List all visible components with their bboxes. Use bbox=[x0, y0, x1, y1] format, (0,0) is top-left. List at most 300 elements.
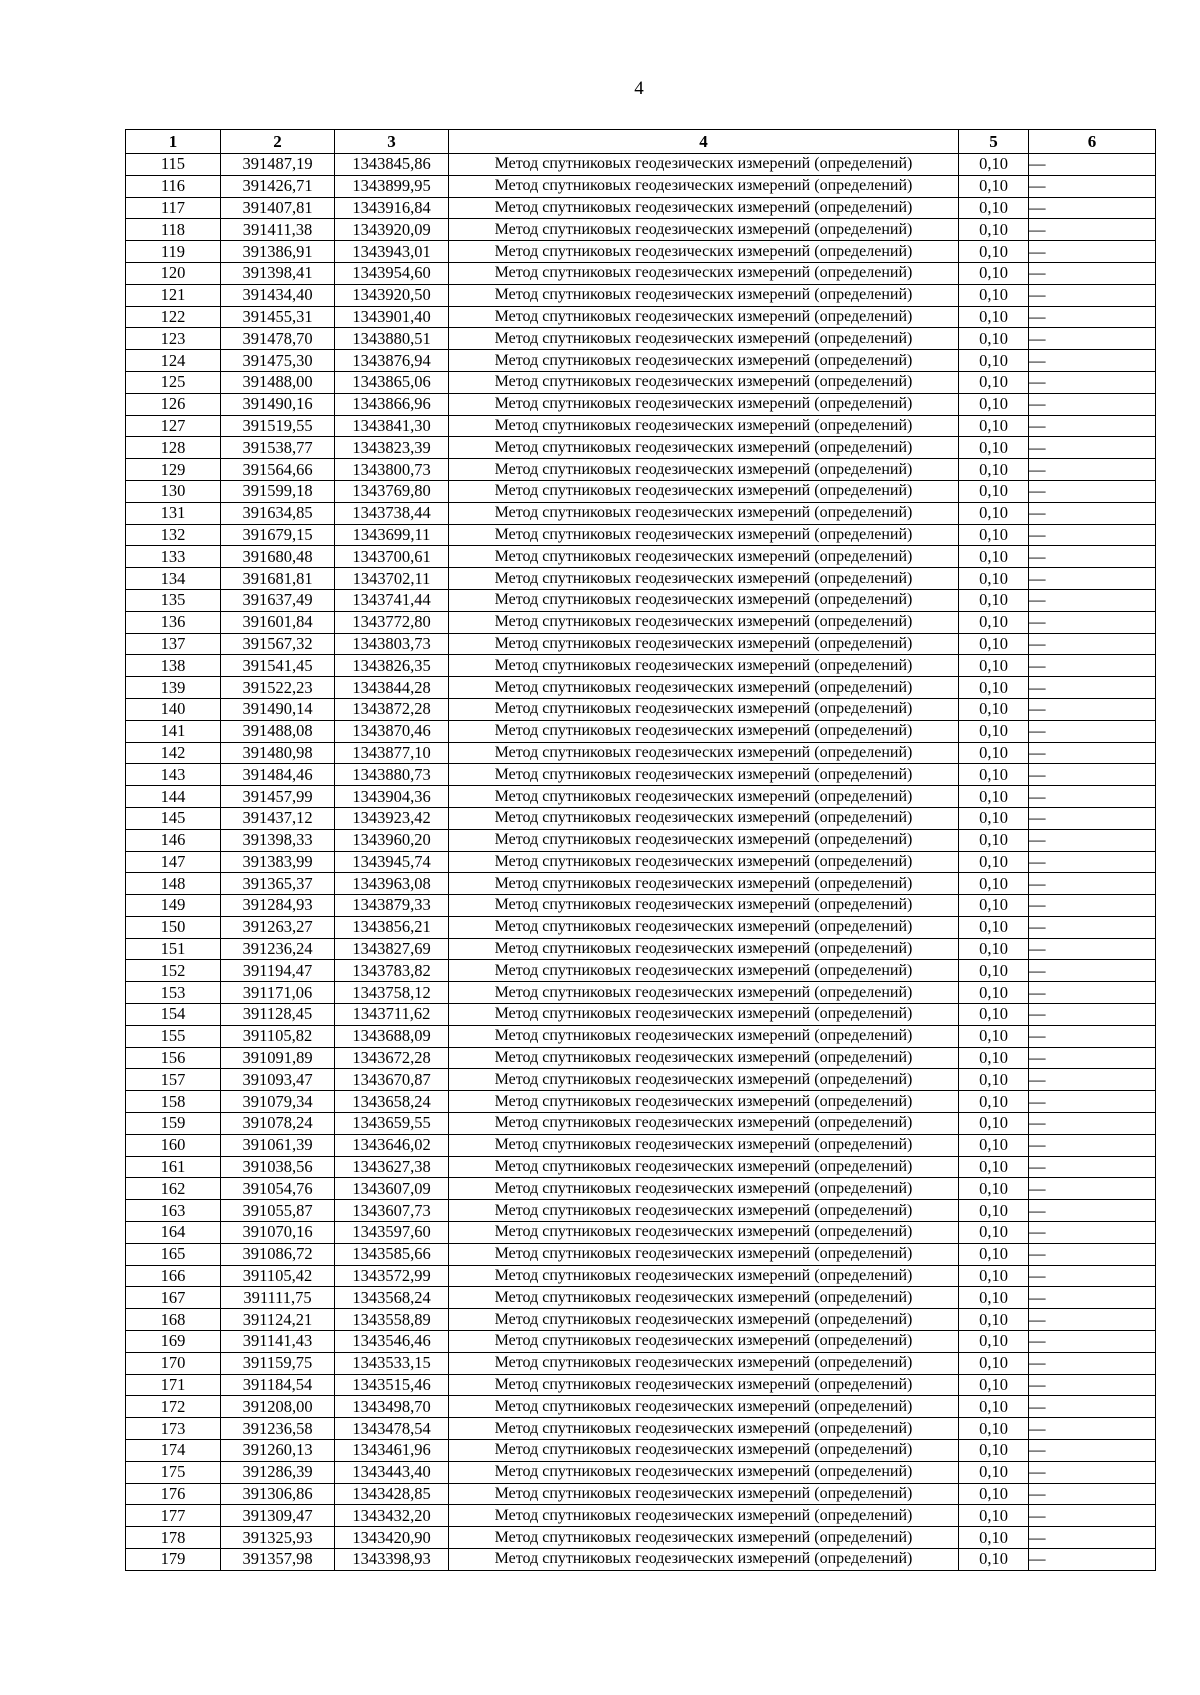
x-coordinate-cell: 391487,19 bbox=[221, 154, 335, 176]
x-coordinate-cell: 391519,55 bbox=[221, 415, 335, 437]
method-cell: Метод спутниковых геодезических измерений (определений) bbox=[449, 480, 959, 502]
x-coordinate-cell: 391306,86 bbox=[221, 1483, 335, 1505]
y-coordinate-cell: 1343738,44 bbox=[335, 502, 449, 524]
table-row bbox=[126, 589, 1156, 611]
table-row bbox=[126, 1505, 1156, 1527]
x-coordinate-cell: 391434,40 bbox=[221, 284, 335, 306]
table-row bbox=[126, 241, 1156, 263]
method-cell: Метод спутниковых геодезических измерений (определений) bbox=[449, 895, 959, 917]
method-cell: Метод спутниковых геодезических измерений (определений) bbox=[449, 1113, 959, 1135]
table-row bbox=[126, 1396, 1156, 1418]
y-coordinate-cell: 1343597,60 bbox=[335, 1222, 449, 1244]
point-number-cell: 170 bbox=[126, 1352, 221, 1374]
method-cell: Метод спутниковых геодезических измерений (определений) bbox=[449, 829, 959, 851]
accuracy-cell: 0,10 bbox=[959, 1309, 1029, 1331]
description-cell: — bbox=[1029, 371, 1156, 393]
y-coordinate-cell: 1343699,11 bbox=[335, 524, 449, 546]
header-col-4: 4 bbox=[449, 130, 959, 154]
table-row bbox=[126, 807, 1156, 829]
accuracy-cell: 0,10 bbox=[959, 1178, 1029, 1200]
accuracy-cell: 0,10 bbox=[959, 851, 1029, 873]
x-coordinate-cell: 391078,24 bbox=[221, 1113, 335, 1135]
method-cell: Метод спутниковых геодезических измерений (определений) bbox=[449, 807, 959, 829]
y-coordinate-cell: 1343432,20 bbox=[335, 1505, 449, 1527]
y-coordinate-cell: 1343901,40 bbox=[335, 306, 449, 328]
y-coordinate-cell: 1343758,12 bbox=[335, 982, 449, 1004]
accuracy-cell: 0,10 bbox=[959, 568, 1029, 590]
accuracy-cell: 0,10 bbox=[959, 480, 1029, 502]
x-coordinate-cell: 391159,75 bbox=[221, 1352, 335, 1374]
y-coordinate-cell: 1343461,96 bbox=[335, 1440, 449, 1462]
description-cell: — bbox=[1029, 764, 1156, 786]
point-number-cell: 138 bbox=[126, 655, 221, 677]
y-coordinate-cell: 1343899,95 bbox=[335, 175, 449, 197]
method-cell: Метод спутниковых геодезических измерений (определений) bbox=[449, 1200, 959, 1222]
description-cell: — bbox=[1029, 1483, 1156, 1505]
table-row bbox=[126, 1483, 1156, 1505]
table-row bbox=[126, 611, 1156, 633]
point-number-cell: 165 bbox=[126, 1243, 221, 1265]
point-number-cell: 163 bbox=[126, 1200, 221, 1222]
table-row bbox=[126, 1047, 1156, 1069]
accuracy-cell: 0,10 bbox=[959, 175, 1029, 197]
point-number-cell: 131 bbox=[126, 502, 221, 524]
point-number-cell: 146 bbox=[126, 829, 221, 851]
table-row bbox=[126, 1287, 1156, 1309]
table-row bbox=[126, 655, 1156, 677]
method-cell: Метод спутниковых геодезических измерений (определений) bbox=[449, 1440, 959, 1462]
y-coordinate-cell: 1343702,11 bbox=[335, 568, 449, 590]
x-coordinate-cell: 391488,08 bbox=[221, 720, 335, 742]
point-number-cell: 150 bbox=[126, 916, 221, 938]
description-cell: — bbox=[1029, 633, 1156, 655]
y-coordinate-cell: 1343646,02 bbox=[335, 1134, 449, 1156]
x-coordinate-cell: 391055,87 bbox=[221, 1200, 335, 1222]
description-cell: — bbox=[1029, 1156, 1156, 1178]
description-cell: — bbox=[1029, 1222, 1156, 1244]
point-number-cell: 145 bbox=[126, 807, 221, 829]
y-coordinate-cell: 1343865,06 bbox=[335, 371, 449, 393]
y-coordinate-cell: 1343800,73 bbox=[335, 459, 449, 481]
table-row bbox=[126, 197, 1156, 219]
table-row bbox=[126, 633, 1156, 655]
table-row bbox=[126, 568, 1156, 590]
point-number-cell: 117 bbox=[126, 197, 221, 219]
method-cell: Метод спутниковых геодезических измерений (определений) bbox=[449, 1527, 959, 1549]
y-coordinate-cell: 1343920,50 bbox=[335, 284, 449, 306]
x-coordinate-cell: 391105,82 bbox=[221, 1025, 335, 1047]
y-coordinate-cell: 1343398,93 bbox=[335, 1549, 449, 1571]
y-coordinate-cell: 1343420,90 bbox=[335, 1527, 449, 1549]
y-coordinate-cell: 1343823,39 bbox=[335, 437, 449, 459]
point-number-cell: 147 bbox=[126, 851, 221, 873]
y-coordinate-cell: 1343877,10 bbox=[335, 742, 449, 764]
y-coordinate-cell: 1343841,30 bbox=[335, 415, 449, 437]
point-number-cell: 136 bbox=[126, 611, 221, 633]
accuracy-cell: 0,10 bbox=[959, 873, 1029, 895]
table-row bbox=[126, 459, 1156, 481]
point-number-cell: 175 bbox=[126, 1461, 221, 1483]
x-coordinate-cell: 391484,46 bbox=[221, 764, 335, 786]
method-cell: Метод спутниковых геодезических измерений (определений) bbox=[449, 175, 959, 197]
description-cell: — bbox=[1029, 677, 1156, 699]
point-number-cell: 179 bbox=[126, 1549, 221, 1571]
table-row bbox=[126, 1243, 1156, 1265]
method-cell: Метод спутниковых геодезических измерений (определений) bbox=[449, 284, 959, 306]
x-coordinate-cell: 391522,23 bbox=[221, 677, 335, 699]
y-coordinate-cell: 1343826,35 bbox=[335, 655, 449, 677]
accuracy-cell: 0,10 bbox=[959, 502, 1029, 524]
point-number-cell: 129 bbox=[126, 459, 221, 481]
y-coordinate-cell: 1343963,08 bbox=[335, 873, 449, 895]
table-row bbox=[126, 306, 1156, 328]
method-cell: Метод спутниковых геодезических измерений (определений) bbox=[449, 1091, 959, 1113]
method-cell: Метод спутниковых геодезических измерений (определений) bbox=[449, 1352, 959, 1374]
y-coordinate-cell: 1343916,84 bbox=[335, 197, 449, 219]
x-coordinate-cell: 391357,98 bbox=[221, 1549, 335, 1571]
method-cell: Метод спутниковых геодезических измерений (определений) bbox=[449, 524, 959, 546]
y-coordinate-cell: 1343700,61 bbox=[335, 546, 449, 568]
y-coordinate-cell: 1343627,38 bbox=[335, 1156, 449, 1178]
table-row bbox=[126, 1440, 1156, 1462]
description-cell: — bbox=[1029, 568, 1156, 590]
point-number-cell: 158 bbox=[126, 1091, 221, 1113]
accuracy-cell: 0,10 bbox=[959, 1374, 1029, 1396]
y-coordinate-cell: 1343478,54 bbox=[335, 1418, 449, 1440]
method-cell: Метод спутниковых геодезических измерений (определений) bbox=[449, 1004, 959, 1026]
accuracy-cell: 0,10 bbox=[959, 371, 1029, 393]
y-coordinate-cell: 1343607,73 bbox=[335, 1200, 449, 1222]
accuracy-cell: 0,10 bbox=[959, 589, 1029, 611]
method-cell: Метод спутниковых геодезических измерений (определений) bbox=[449, 1505, 959, 1527]
method-cell: Метод спутниковых геодезических измерений (определений) bbox=[449, 1069, 959, 1091]
description-cell: — bbox=[1029, 786, 1156, 808]
x-coordinate-cell: 391141,43 bbox=[221, 1331, 335, 1353]
x-coordinate-cell: 391538,77 bbox=[221, 437, 335, 459]
table-row bbox=[126, 1374, 1156, 1396]
method-cell: Метод спутниковых геодезических измерений (определений) bbox=[449, 611, 959, 633]
x-coordinate-cell: 391599,18 bbox=[221, 480, 335, 502]
description-cell: — bbox=[1029, 938, 1156, 960]
y-coordinate-cell: 1343443,40 bbox=[335, 1461, 449, 1483]
description-cell: — bbox=[1029, 982, 1156, 1004]
x-coordinate-cell: 391564,66 bbox=[221, 459, 335, 481]
point-number-cell: 155 bbox=[126, 1025, 221, 1047]
point-number-cell: 125 bbox=[126, 371, 221, 393]
x-coordinate-cell: 391407,81 bbox=[221, 197, 335, 219]
y-coordinate-cell: 1343568,24 bbox=[335, 1287, 449, 1309]
header-col-6: 6 bbox=[1029, 130, 1156, 154]
method-cell: Метод спутниковых геодезических измерений (определений) bbox=[449, 393, 959, 415]
y-coordinate-cell: 1343546,46 bbox=[335, 1331, 449, 1353]
method-cell: Метод спутниковых геодезических измерений (определений) bbox=[449, 1243, 959, 1265]
accuracy-cell: 0,10 bbox=[959, 393, 1029, 415]
description-cell: — bbox=[1029, 1178, 1156, 1200]
point-number-cell: 123 bbox=[126, 328, 221, 350]
point-number-cell: 134 bbox=[126, 568, 221, 590]
description-cell: — bbox=[1029, 1134, 1156, 1156]
x-coordinate-cell: 391128,45 bbox=[221, 1004, 335, 1026]
description-cell: — bbox=[1029, 807, 1156, 829]
method-cell: Метод спутниковых геодезических измерений (определений) bbox=[449, 938, 959, 960]
table-row bbox=[126, 371, 1156, 393]
point-number-cell: 132 bbox=[126, 524, 221, 546]
accuracy-cell: 0,10 bbox=[959, 895, 1029, 917]
table-row bbox=[126, 154, 1156, 176]
point-number-cell: 118 bbox=[126, 219, 221, 241]
description-cell: — bbox=[1029, 916, 1156, 938]
y-coordinate-cell: 1343572,99 bbox=[335, 1265, 449, 1287]
table-row bbox=[126, 1222, 1156, 1244]
table-row bbox=[126, 1091, 1156, 1113]
point-number-cell: 172 bbox=[126, 1396, 221, 1418]
accuracy-cell: 0,10 bbox=[959, 1440, 1029, 1462]
x-coordinate-cell: 391567,32 bbox=[221, 633, 335, 655]
x-coordinate-cell: 391236,24 bbox=[221, 938, 335, 960]
accuracy-cell: 0,10 bbox=[959, 241, 1029, 263]
x-coordinate-cell: 391093,47 bbox=[221, 1069, 335, 1091]
point-number-cell: 161 bbox=[126, 1156, 221, 1178]
description-cell: — bbox=[1029, 328, 1156, 350]
accuracy-cell: 0,10 bbox=[959, 524, 1029, 546]
accuracy-cell: 0,10 bbox=[959, 1331, 1029, 1353]
x-coordinate-cell: 391260,13 bbox=[221, 1440, 335, 1462]
x-coordinate-cell: 391634,85 bbox=[221, 502, 335, 524]
table-row bbox=[126, 1156, 1156, 1178]
x-coordinate-cell: 391194,47 bbox=[221, 960, 335, 982]
x-coordinate-cell: 391184,54 bbox=[221, 1374, 335, 1396]
accuracy-cell: 0,10 bbox=[959, 720, 1029, 742]
method-cell: Метод спутниковых геодезических измерений (определений) bbox=[449, 1461, 959, 1483]
y-coordinate-cell: 1343876,94 bbox=[335, 350, 449, 372]
description-cell: — bbox=[1029, 698, 1156, 720]
accuracy-cell: 0,10 bbox=[959, 1396, 1029, 1418]
table-row bbox=[126, 175, 1156, 197]
header-col-2: 2 bbox=[221, 130, 335, 154]
description-cell: — bbox=[1029, 175, 1156, 197]
x-coordinate-cell: 391263,27 bbox=[221, 916, 335, 938]
y-coordinate-cell: 1343688,09 bbox=[335, 1025, 449, 1047]
accuracy-cell: 0,10 bbox=[959, 1069, 1029, 1091]
accuracy-cell: 0,10 bbox=[959, 1505, 1029, 1527]
table-row bbox=[126, 328, 1156, 350]
point-number-cell: 143 bbox=[126, 764, 221, 786]
point-number-cell: 127 bbox=[126, 415, 221, 437]
method-cell: Метод спутниковых геодезических измерений (определений) bbox=[449, 655, 959, 677]
x-coordinate-cell: 391475,30 bbox=[221, 350, 335, 372]
accuracy-cell: 0,10 bbox=[959, 1025, 1029, 1047]
accuracy-cell: 0,10 bbox=[959, 655, 1029, 677]
table-row bbox=[126, 1134, 1156, 1156]
method-cell: Метод спутниковых геодезических измерений (определений) bbox=[449, 568, 959, 590]
table-row bbox=[126, 1309, 1156, 1331]
x-coordinate-cell: 391286,39 bbox=[221, 1461, 335, 1483]
accuracy-cell: 0,10 bbox=[959, 1549, 1029, 1571]
accuracy-cell: 0,10 bbox=[959, 284, 1029, 306]
point-number-cell: 144 bbox=[126, 786, 221, 808]
x-coordinate-cell: 391541,45 bbox=[221, 655, 335, 677]
description-cell: — bbox=[1029, 1200, 1156, 1222]
description-cell: — bbox=[1029, 524, 1156, 546]
point-number-cell: 133 bbox=[126, 546, 221, 568]
description-cell: — bbox=[1029, 1091, 1156, 1113]
accuracy-cell: 0,10 bbox=[959, 350, 1029, 372]
x-coordinate-cell: 391488,00 bbox=[221, 371, 335, 393]
method-cell: Метод спутниковых геодезических измерений (определений) bbox=[449, 1287, 959, 1309]
y-coordinate-cell: 1343515,46 bbox=[335, 1374, 449, 1396]
y-coordinate-cell: 1343607,09 bbox=[335, 1178, 449, 1200]
table-row bbox=[126, 677, 1156, 699]
description-cell: — bbox=[1029, 284, 1156, 306]
description-cell: — bbox=[1029, 1374, 1156, 1396]
description-cell: — bbox=[1029, 829, 1156, 851]
method-cell: Метод спутниковых геодезических измерений (определений) bbox=[449, 698, 959, 720]
x-coordinate-cell: 391680,48 bbox=[221, 546, 335, 568]
y-coordinate-cell: 1343672,28 bbox=[335, 1047, 449, 1069]
table-row bbox=[126, 851, 1156, 873]
method-cell: Метод спутниковых геодезических измерений (определений) bbox=[449, 960, 959, 982]
accuracy-cell: 0,10 bbox=[959, 829, 1029, 851]
method-cell: Метод спутниковых геодезических измерений (определений) bbox=[449, 1025, 959, 1047]
table-body bbox=[126, 154, 1156, 1571]
table-row bbox=[126, 1004, 1156, 1026]
y-coordinate-cell: 1343803,73 bbox=[335, 633, 449, 655]
accuracy-cell: 0,10 bbox=[959, 1200, 1029, 1222]
accuracy-cell: 0,10 bbox=[959, 960, 1029, 982]
method-cell: Метод спутниковых геодезических измерений (определений) bbox=[449, 873, 959, 895]
point-number-cell: 153 bbox=[126, 982, 221, 1004]
description-cell: — bbox=[1029, 1004, 1156, 1026]
point-number-cell: 151 bbox=[126, 938, 221, 960]
accuracy-cell: 0,10 bbox=[959, 1113, 1029, 1135]
point-number-cell: 171 bbox=[126, 1374, 221, 1396]
table-row bbox=[126, 1418, 1156, 1440]
method-cell: Метод спутниковых геодезических измерений (определений) bbox=[449, 502, 959, 524]
x-coordinate-cell: 391054,76 bbox=[221, 1178, 335, 1200]
method-cell: Метод спутниковых геодезических измерений (определений) bbox=[449, 371, 959, 393]
accuracy-cell: 0,10 bbox=[959, 219, 1029, 241]
method-cell: Метод спутниковых геодезических измерений (определений) bbox=[449, 1374, 959, 1396]
y-coordinate-cell: 1343866,96 bbox=[335, 393, 449, 415]
table-row bbox=[126, 437, 1156, 459]
table-row bbox=[126, 1331, 1156, 1353]
x-coordinate-cell: 391086,72 bbox=[221, 1243, 335, 1265]
y-coordinate-cell: 1343945,74 bbox=[335, 851, 449, 873]
description-cell: — bbox=[1029, 895, 1156, 917]
description-cell: — bbox=[1029, 1505, 1156, 1527]
point-number-cell: 173 bbox=[126, 1418, 221, 1440]
x-coordinate-cell: 391490,16 bbox=[221, 393, 335, 415]
method-cell: Метод спутниковых геодезических измерений (определений) bbox=[449, 459, 959, 481]
description-cell: — bbox=[1029, 197, 1156, 219]
table-row bbox=[126, 698, 1156, 720]
y-coordinate-cell: 1343498,70 bbox=[335, 1396, 449, 1418]
accuracy-cell: 0,10 bbox=[959, 1352, 1029, 1374]
x-coordinate-cell: 391061,39 bbox=[221, 1134, 335, 1156]
table-row bbox=[126, 262, 1156, 284]
coordinates-table bbox=[125, 129, 1156, 1571]
method-cell: Метод спутниковых геодезических измерений (определений) bbox=[449, 916, 959, 938]
point-number-cell: 156 bbox=[126, 1047, 221, 1069]
table-row bbox=[126, 720, 1156, 742]
x-coordinate-cell: 391480,98 bbox=[221, 742, 335, 764]
x-coordinate-cell: 391171,06 bbox=[221, 982, 335, 1004]
table-row bbox=[126, 1178, 1156, 1200]
y-coordinate-cell: 1343943,01 bbox=[335, 241, 449, 263]
method-cell: Метод спутниковых геодезических измерений (определений) bbox=[449, 1549, 959, 1571]
method-cell: Метод спутниковых геодезических измерений (определений) bbox=[449, 1265, 959, 1287]
description-cell: — bbox=[1029, 219, 1156, 241]
accuracy-cell: 0,10 bbox=[959, 328, 1029, 350]
table-header bbox=[126, 130, 1156, 154]
point-number-cell: 168 bbox=[126, 1309, 221, 1331]
method-cell: Метод спутниковых геодезических измерений (определений) bbox=[449, 437, 959, 459]
x-coordinate-cell: 391070,16 bbox=[221, 1222, 335, 1244]
y-coordinate-cell: 1343659,55 bbox=[335, 1113, 449, 1135]
accuracy-cell: 0,10 bbox=[959, 1047, 1029, 1069]
y-coordinate-cell: 1343920,09 bbox=[335, 219, 449, 241]
description-cell: — bbox=[1029, 1309, 1156, 1331]
accuracy-cell: 0,10 bbox=[959, 1527, 1029, 1549]
accuracy-cell: 0,10 bbox=[959, 1134, 1029, 1156]
method-cell: Метод спутниковых геодезических измерений (определений) bbox=[449, 633, 959, 655]
method-cell: Метод спутниковых геодезических измерений (определений) bbox=[449, 219, 959, 241]
point-number-cell: 176 bbox=[126, 1483, 221, 1505]
point-number-cell: 122 bbox=[126, 306, 221, 328]
y-coordinate-cell: 1343827,69 bbox=[335, 938, 449, 960]
method-cell: Метод спутниковых геодезических измерений (определений) bbox=[449, 1047, 959, 1069]
table-row bbox=[126, 502, 1156, 524]
accuracy-cell: 0,10 bbox=[959, 546, 1029, 568]
accuracy-cell: 0,10 bbox=[959, 677, 1029, 699]
point-number-cell: 154 bbox=[126, 1004, 221, 1026]
x-coordinate-cell: 391284,93 bbox=[221, 895, 335, 917]
x-coordinate-cell: 391478,70 bbox=[221, 328, 335, 350]
description-cell: — bbox=[1029, 1069, 1156, 1091]
accuracy-cell: 0,10 bbox=[959, 633, 1029, 655]
description-cell: — bbox=[1029, 1047, 1156, 1069]
table-row bbox=[126, 895, 1156, 917]
y-coordinate-cell: 1343585,66 bbox=[335, 1243, 449, 1265]
point-number-cell: 116 bbox=[126, 175, 221, 197]
y-coordinate-cell: 1343923,42 bbox=[335, 807, 449, 829]
table-row bbox=[126, 1461, 1156, 1483]
x-coordinate-cell: 391365,37 bbox=[221, 873, 335, 895]
y-coordinate-cell: 1343904,36 bbox=[335, 786, 449, 808]
x-coordinate-cell: 391124,21 bbox=[221, 1309, 335, 1331]
y-coordinate-cell: 1343670,87 bbox=[335, 1069, 449, 1091]
method-cell: Метод спутниковых геодезических измерений (определений) bbox=[449, 197, 959, 219]
description-cell: — bbox=[1029, 262, 1156, 284]
y-coordinate-cell: 1343558,89 bbox=[335, 1309, 449, 1331]
y-coordinate-cell: 1343880,51 bbox=[335, 328, 449, 350]
method-cell: Метод спутниковых геодезических измерений (определений) bbox=[449, 1418, 959, 1440]
method-cell: Метод спутниковых геодезических измерений (определений) bbox=[449, 982, 959, 1004]
method-cell: Метод спутниковых геодезических измерений (определений) bbox=[449, 262, 959, 284]
point-number-cell: 126 bbox=[126, 393, 221, 415]
method-cell: Метод спутниковых геодезических измерений (определений) bbox=[449, 1396, 959, 1418]
accuracy-cell: 0,10 bbox=[959, 611, 1029, 633]
table-row bbox=[126, 1352, 1156, 1374]
table-row bbox=[126, 1113, 1156, 1135]
table-row bbox=[126, 1025, 1156, 1047]
accuracy-cell: 0,10 bbox=[959, 1287, 1029, 1309]
y-coordinate-cell: 1343783,82 bbox=[335, 960, 449, 982]
table-row bbox=[126, 786, 1156, 808]
y-coordinate-cell: 1343711,62 bbox=[335, 1004, 449, 1026]
method-cell: Метод спутниковых геодезических измерений (определений) bbox=[449, 415, 959, 437]
point-number-cell: 174 bbox=[126, 1440, 221, 1462]
